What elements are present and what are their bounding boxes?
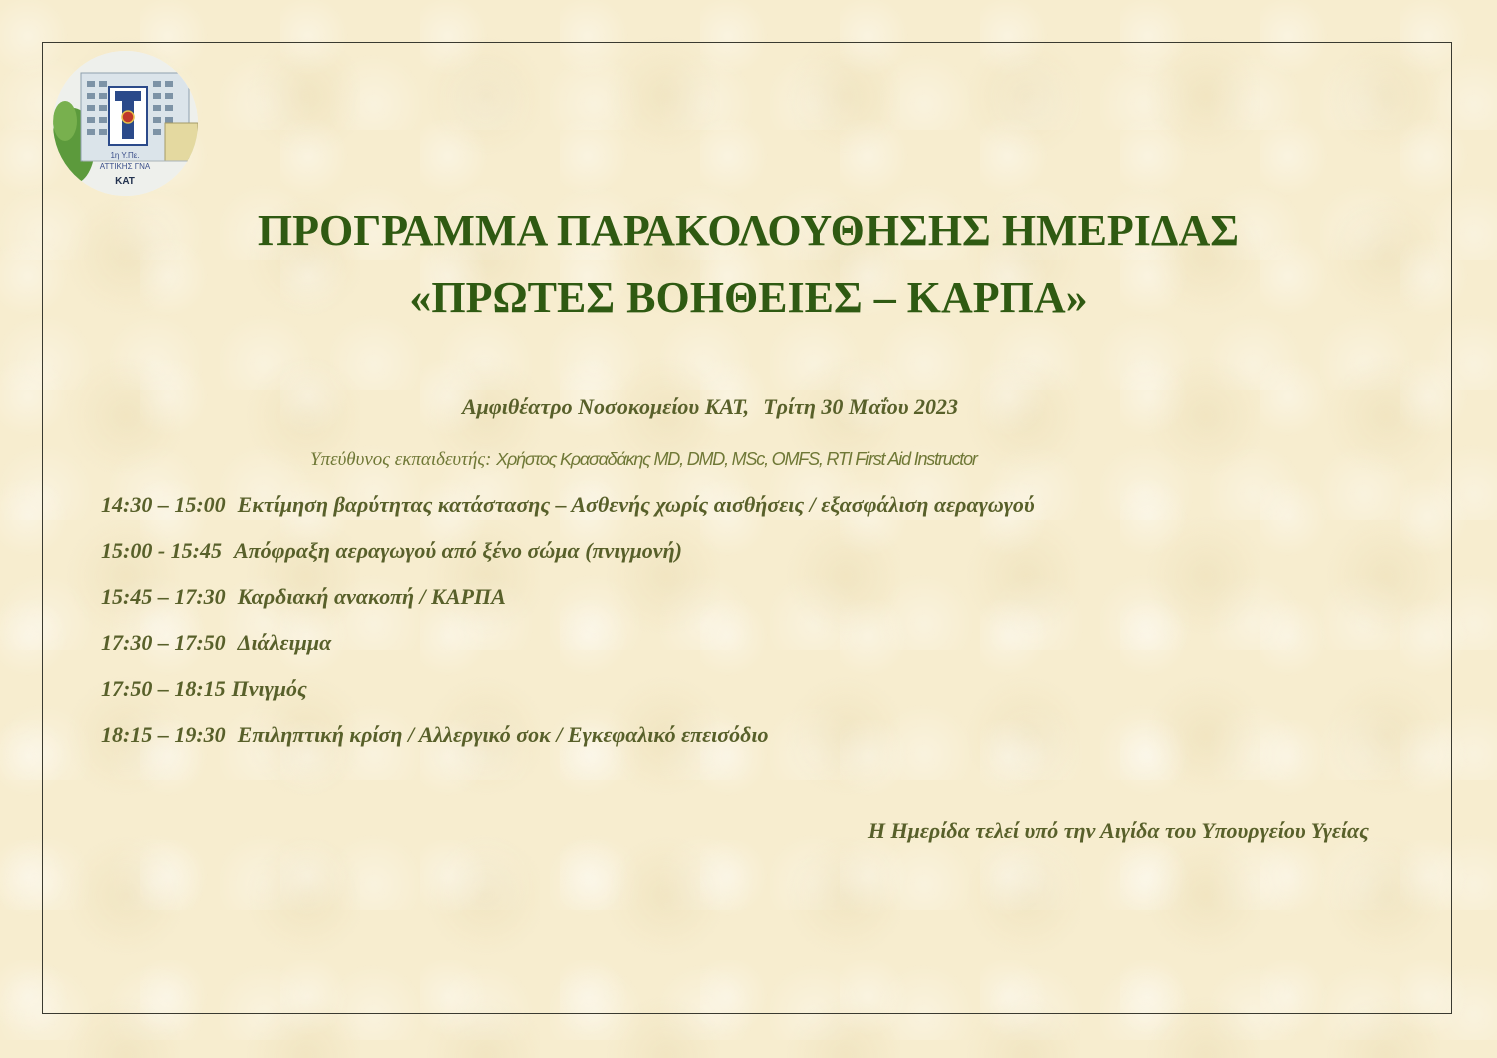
schedule-list xyxy=(101,490,1035,766)
svg-text:ΚΑΤ: ΚΑΤ xyxy=(115,176,135,187)
schedule-item xyxy=(101,720,1035,766)
event-date: Τρίτη 30 Μαΐου 2023 xyxy=(763,394,959,419)
venue-date-line xyxy=(0,393,1420,421)
schedule-time: 17:50 – 18:15 xyxy=(101,676,226,701)
instructor-name: Χρήστος Κρασαδάκης MD, DMD, MSc, OMFS, RTI First Aid Instructor xyxy=(496,449,977,469)
hospital-building-logo xyxy=(53,51,198,196)
venue-place: Αμφιθέατρο Νοσοκομείου ΚΑΤ, xyxy=(461,394,750,419)
schedule-item xyxy=(101,628,1035,674)
schedule-time: 15:00 - 15:45 xyxy=(101,538,222,563)
schedule-time: 15:45 – 17:30 xyxy=(101,584,226,609)
schedule-topic: Διάλειμμα xyxy=(237,630,332,655)
schedule-topic: Καρδιακή ανακοπή / ΚΑΡΠΑ xyxy=(237,584,506,609)
schedule-item xyxy=(101,536,1035,582)
page-title-line-1: ΠΡΟΓΡΑΜΜΑ ΠΑΡΑΚΟΛΟΥΘΗΣΗΣ ΗΜΕΡΙΔΑΣ xyxy=(257,206,1240,255)
svg-text:1η Υ.Πε.: 1η Υ.Πε. xyxy=(110,151,140,160)
schedule-time: 18:15 – 19:30 xyxy=(101,722,226,747)
schedule-time: 14:30 – 15:00 xyxy=(101,492,226,517)
schedule-topic: Εκτίμηση βαρύτητας κατάστασης – Ασθενής χωρίς αισθήσεις / εξασφάλιση αεραγωγού xyxy=(237,492,1035,517)
page-title-line-2: «ΠΡΩΤΕΣ ΒΟΗΘΕΙΕΣ – ΚΑΡΠΑ» xyxy=(409,273,1088,322)
schedule-item xyxy=(101,490,1035,536)
schedule-time: 17:30 – 17:50 xyxy=(101,630,226,655)
schedule-item xyxy=(101,674,1035,720)
schedule-topic: Πνιγμός xyxy=(231,676,307,701)
svg-text:ΑΤΤΙΚΗΣ ΓΝΑ: ΑΤΤΙΚΗΣ ΓΝΑ xyxy=(99,162,151,171)
instructor-line xyxy=(310,446,977,473)
schedule-topic: Επιληπτική κρίση / Αλλεργικό σοκ / Εγκεφαλικό επεισόδιο xyxy=(237,722,769,747)
schedule-item xyxy=(101,582,1035,628)
instructor-label: Υπεύθυνος εκπαιδευτής: xyxy=(310,449,492,470)
schedule-topic: Απόφραξη αεραγωγού από ξένο σώμα (πνιγμονή) xyxy=(233,538,682,563)
auspices-note: Η Ημερίδα τελεί υπό την Αιγίδα του Υπουργείου Υγείας xyxy=(867,818,1369,843)
